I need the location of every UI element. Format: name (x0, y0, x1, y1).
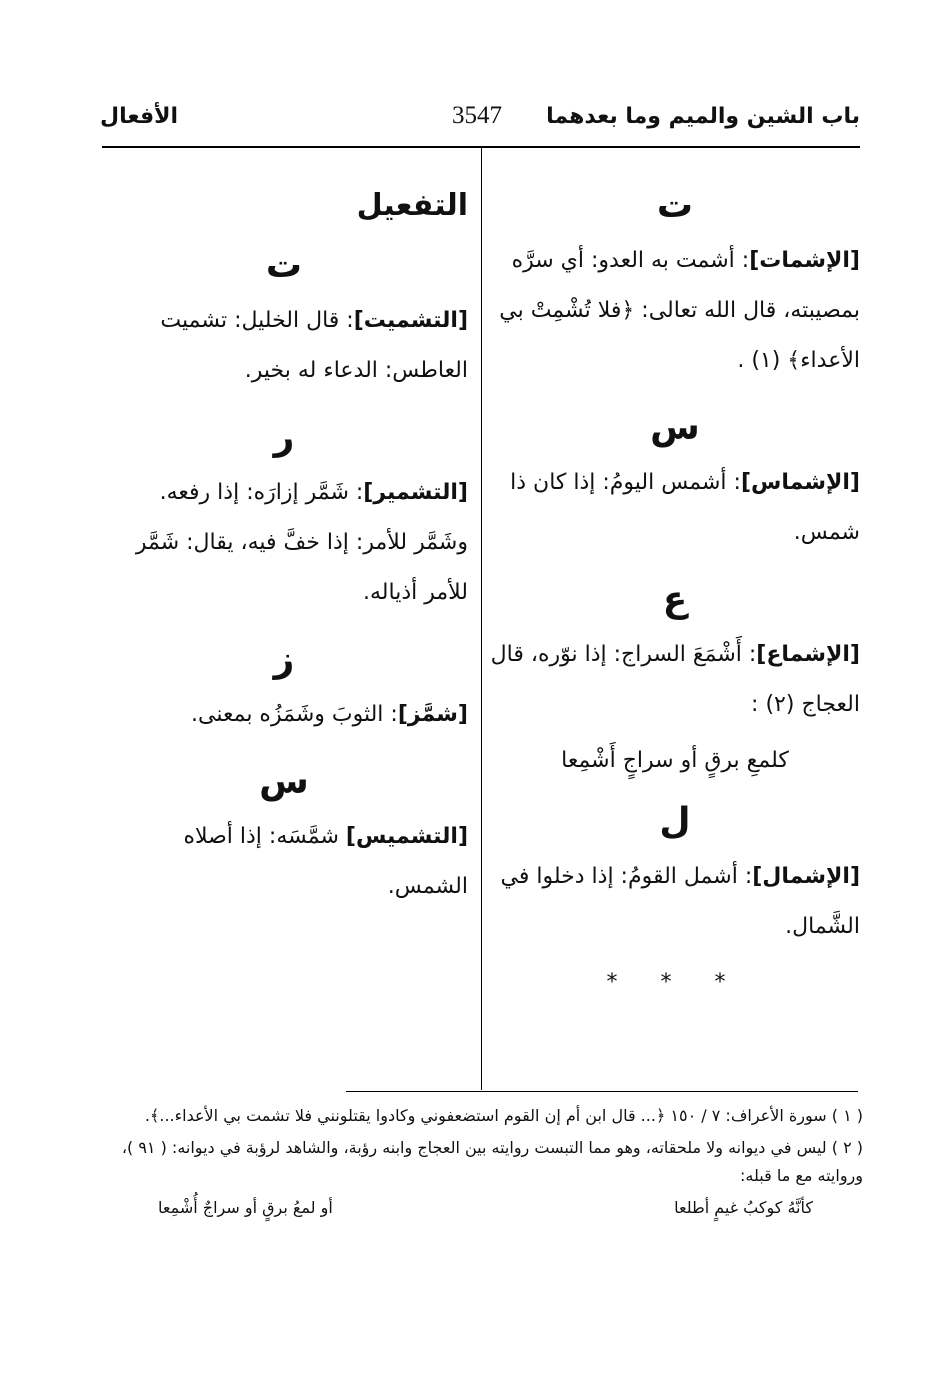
entry-body: : الثوبَ وشَمَزُه بمعنى. (191, 702, 398, 727)
section-title: باب الشين والميم وما بعدهما (546, 104, 860, 129)
letter-heading: ع (662, 579, 688, 620)
right-column (490, 176, 860, 1008)
entry-ishmal (490, 852, 860, 952)
entry-head: [الإشمات] (749, 248, 860, 273)
verse-line: كلمعِ برقٍ أو سراجٍ أَشْمِعا (561, 748, 789, 773)
entry-body: : أشمت به العدو: أي سرَّه بمصيبته، قال الله تعالى: ﴿فلا تُشْمِتْ بي الأعداء﴾ (١) . (499, 248, 860, 373)
category-title: الأفعال (100, 104, 179, 129)
letter-heading: س (259, 761, 309, 802)
entry-tashmis (100, 812, 468, 912)
entry-body: وشَمَّر للأمر: إذا خفَّ فيه، يقال: شَمَّر للأمر أذياله. (135, 530, 468, 605)
entry-head: [التشميس] (345, 824, 468, 849)
entry-body: : قال الخليل: تشميت العاطس: الدعاء له بخير. (160, 308, 468, 383)
letter-heading: س (650, 407, 700, 448)
verse-second-hemistich: أو لمعُ برقٍ أو سراجٌ أُشْمِعا (158, 1198, 333, 1217)
letter-heading: ل (659, 801, 691, 842)
entry-ishmas (490, 458, 860, 558)
entry-body: : أشمس اليومُ: إذا كان ذا شمس. (510, 470, 860, 545)
footnote-rule (346, 1091, 858, 1092)
column-divider (481, 148, 482, 1090)
entry-ishma (490, 630, 860, 730)
page-number: 3547 (452, 102, 502, 129)
letter-heading: ت (656, 185, 694, 226)
entry-tashmir (100, 468, 468, 518)
entry-body: : أشمل القومُ: إذا دخلوا في الشَّمال. (500, 864, 860, 939)
entry-head: [الإشماس] (740, 470, 860, 495)
section-heading: التفعيل (356, 188, 468, 223)
entry-tashmit (100, 296, 468, 396)
entry-shamz (100, 690, 468, 740)
entry-head: [التشميت] (353, 308, 468, 333)
entry-head: [شمَّز] (397, 702, 468, 727)
letter-heading: ز (273, 639, 295, 680)
footnote-verse (108, 1194, 863, 1222)
letter-heading: ر (273, 417, 295, 458)
entry-tashmir-continued (100, 518, 468, 618)
entry-body: : شَمَّر إزارَه: إذا رفعه. (159, 480, 364, 505)
letter-heading: ت (265, 245, 303, 286)
page-header (100, 100, 860, 140)
entry-ishmat (490, 236, 860, 386)
entry-head: [التشمير] (363, 480, 468, 505)
entry-head: [الإشمال] (752, 864, 860, 889)
footnote-2: ( ٢ ) ليس في ديوانه ولا ملحقاته، وهو مما التبست روايته بين العجاج وابنه رؤبة، والشاهد لرؤبة في ديوانه: ( ٩١ )، وروايته مع ما قبله: (121, 1138, 863, 1185)
verse-first-hemistich: كأنَّهُ كوكبُ غيمٍ أطلعا (674, 1198, 813, 1217)
left-column (100, 176, 468, 912)
entry-body: شمَّسَه: إذا أصلاه الشمس. (183, 824, 468, 899)
footnotes (108, 1102, 863, 1222)
entry-head: [الإشماع] (756, 642, 860, 667)
section-end-stars: * * * (606, 970, 744, 995)
footnote-1: ( ١ ) سورة الأعراف: ٧ / ١٥٠ ﴿... قال ابن أم إن القوم استضعفوني وكادوا يقتلونني فلا تشمت بي الأعداء...﴾. (144, 1106, 863, 1125)
entry-body: : أَشْمَعَ السراج: إذا نوّره، قال العجاج (٢) : (490, 642, 860, 717)
